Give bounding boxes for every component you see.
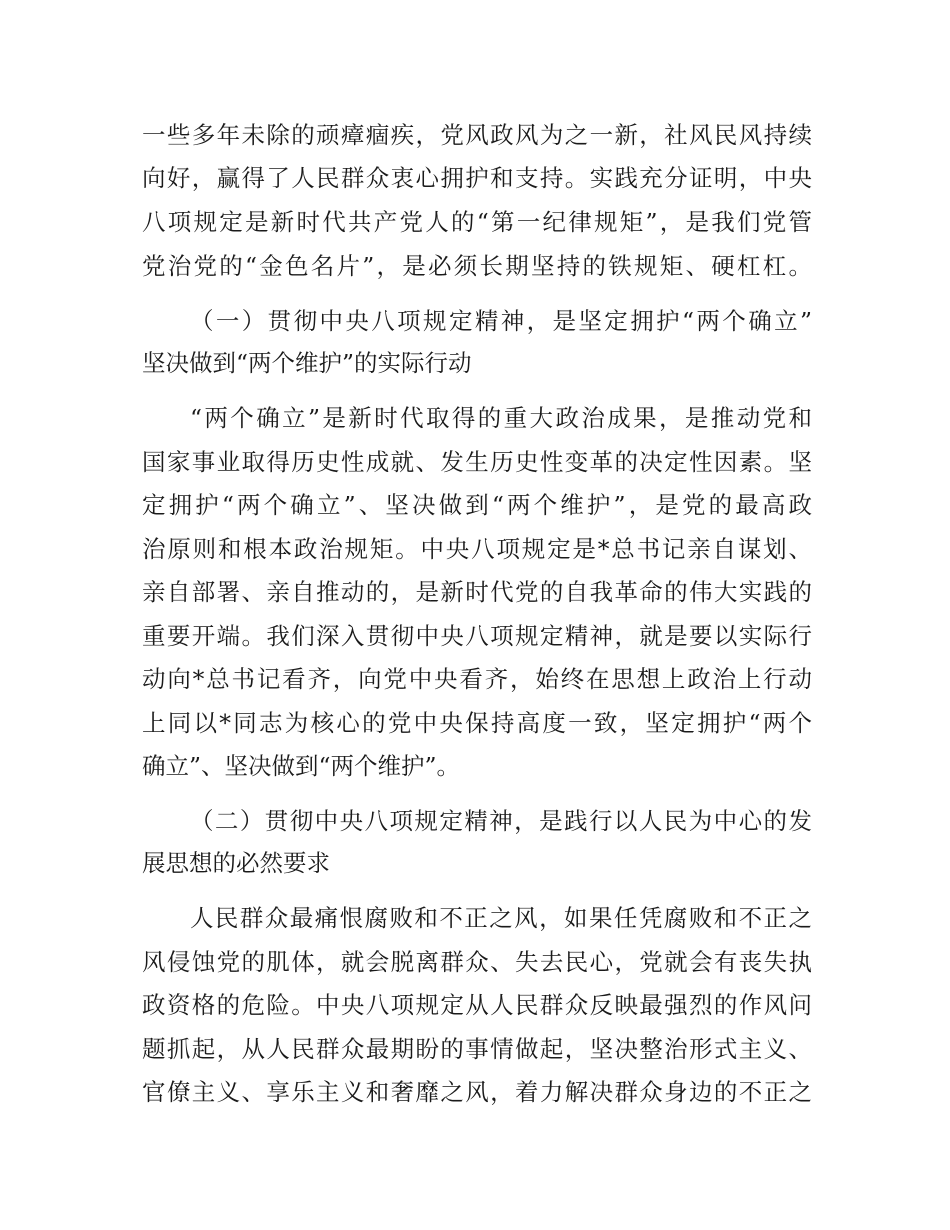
body-line: 八项规定是新时代共产党人的“第一纪律规矩”，是我们党管	[142, 208, 812, 236]
body-line: 人民群众最痛恨腐败和不正之风，如果任凭腐败和不正之	[190, 904, 812, 932]
section-heading-line: （二）贯彻中央八项规定精神，是践行以人民为中心的发	[190, 807, 812, 835]
body-line: 风侵蚀党的肌体，就会脱离群众、失去民心，党就会有丧失执	[142, 948, 812, 976]
body-line: 国家事业取得历史性成就、发生历史性变革的决定性因素。坚	[142, 448, 812, 476]
section-heading-line: 坚决做到“两个维护”的实际行动	[142, 349, 472, 377]
body-line: 动向*总书记看齐，向党中央看齐，始终在思想上政治上行动	[142, 665, 812, 693]
body-line: 亲自部署、亲自推动的，是新时代党的自我革命的伟大实践的	[142, 578, 812, 606]
body-line: 党治党的“金色名片”，是必须长期坚持的铁规矩、硬杠杠。	[142, 252, 812, 280]
body-line: “两个确立”是新时代取得的重大政治成果，是推动党和	[190, 404, 812, 432]
body-line: 官僚主义、享乐主义和奢靡之风，着力解决群众身边的不正之	[142, 1078, 812, 1106]
body-line: 政资格的危险。中央八项规定从人民群众反映最强烈的作风问	[142, 991, 812, 1019]
body-line: 上同以*同志为核心的党中央保持高度一致，坚定拥护“两个	[142, 709, 812, 737]
body-line: 定拥护“两个确立”、坚决做到“两个维护”，是党的最高政	[142, 491, 812, 519]
section-heading-line: （一）贯彻中央八项规定精神，是坚定拥护“两个确立”	[190, 307, 812, 335]
body-line: 确立”、坚决做到“两个维护”。	[142, 752, 461, 780]
body-line: 向好，赢得了人民群众衷心拥护和支持。实践充分证明，中央	[142, 164, 812, 192]
body-line: 一些多年未除的顽瘴痼疾，党风政风为之一新，社风民风持续	[142, 121, 812, 149]
body-line: 治原则和根本政治规矩。中央八项规定是*总书记亲自谋划、	[142, 535, 812, 563]
section-heading-line: 展思想的必然要求	[142, 849, 330, 877]
body-line: 题抓起，从人民群众最期盼的事情做起，坚决整治形式主义、	[142, 1035, 812, 1063]
body-line: 重要开端。我们深入贯彻中央八项规定精神，就是要以实际行	[142, 622, 812, 650]
